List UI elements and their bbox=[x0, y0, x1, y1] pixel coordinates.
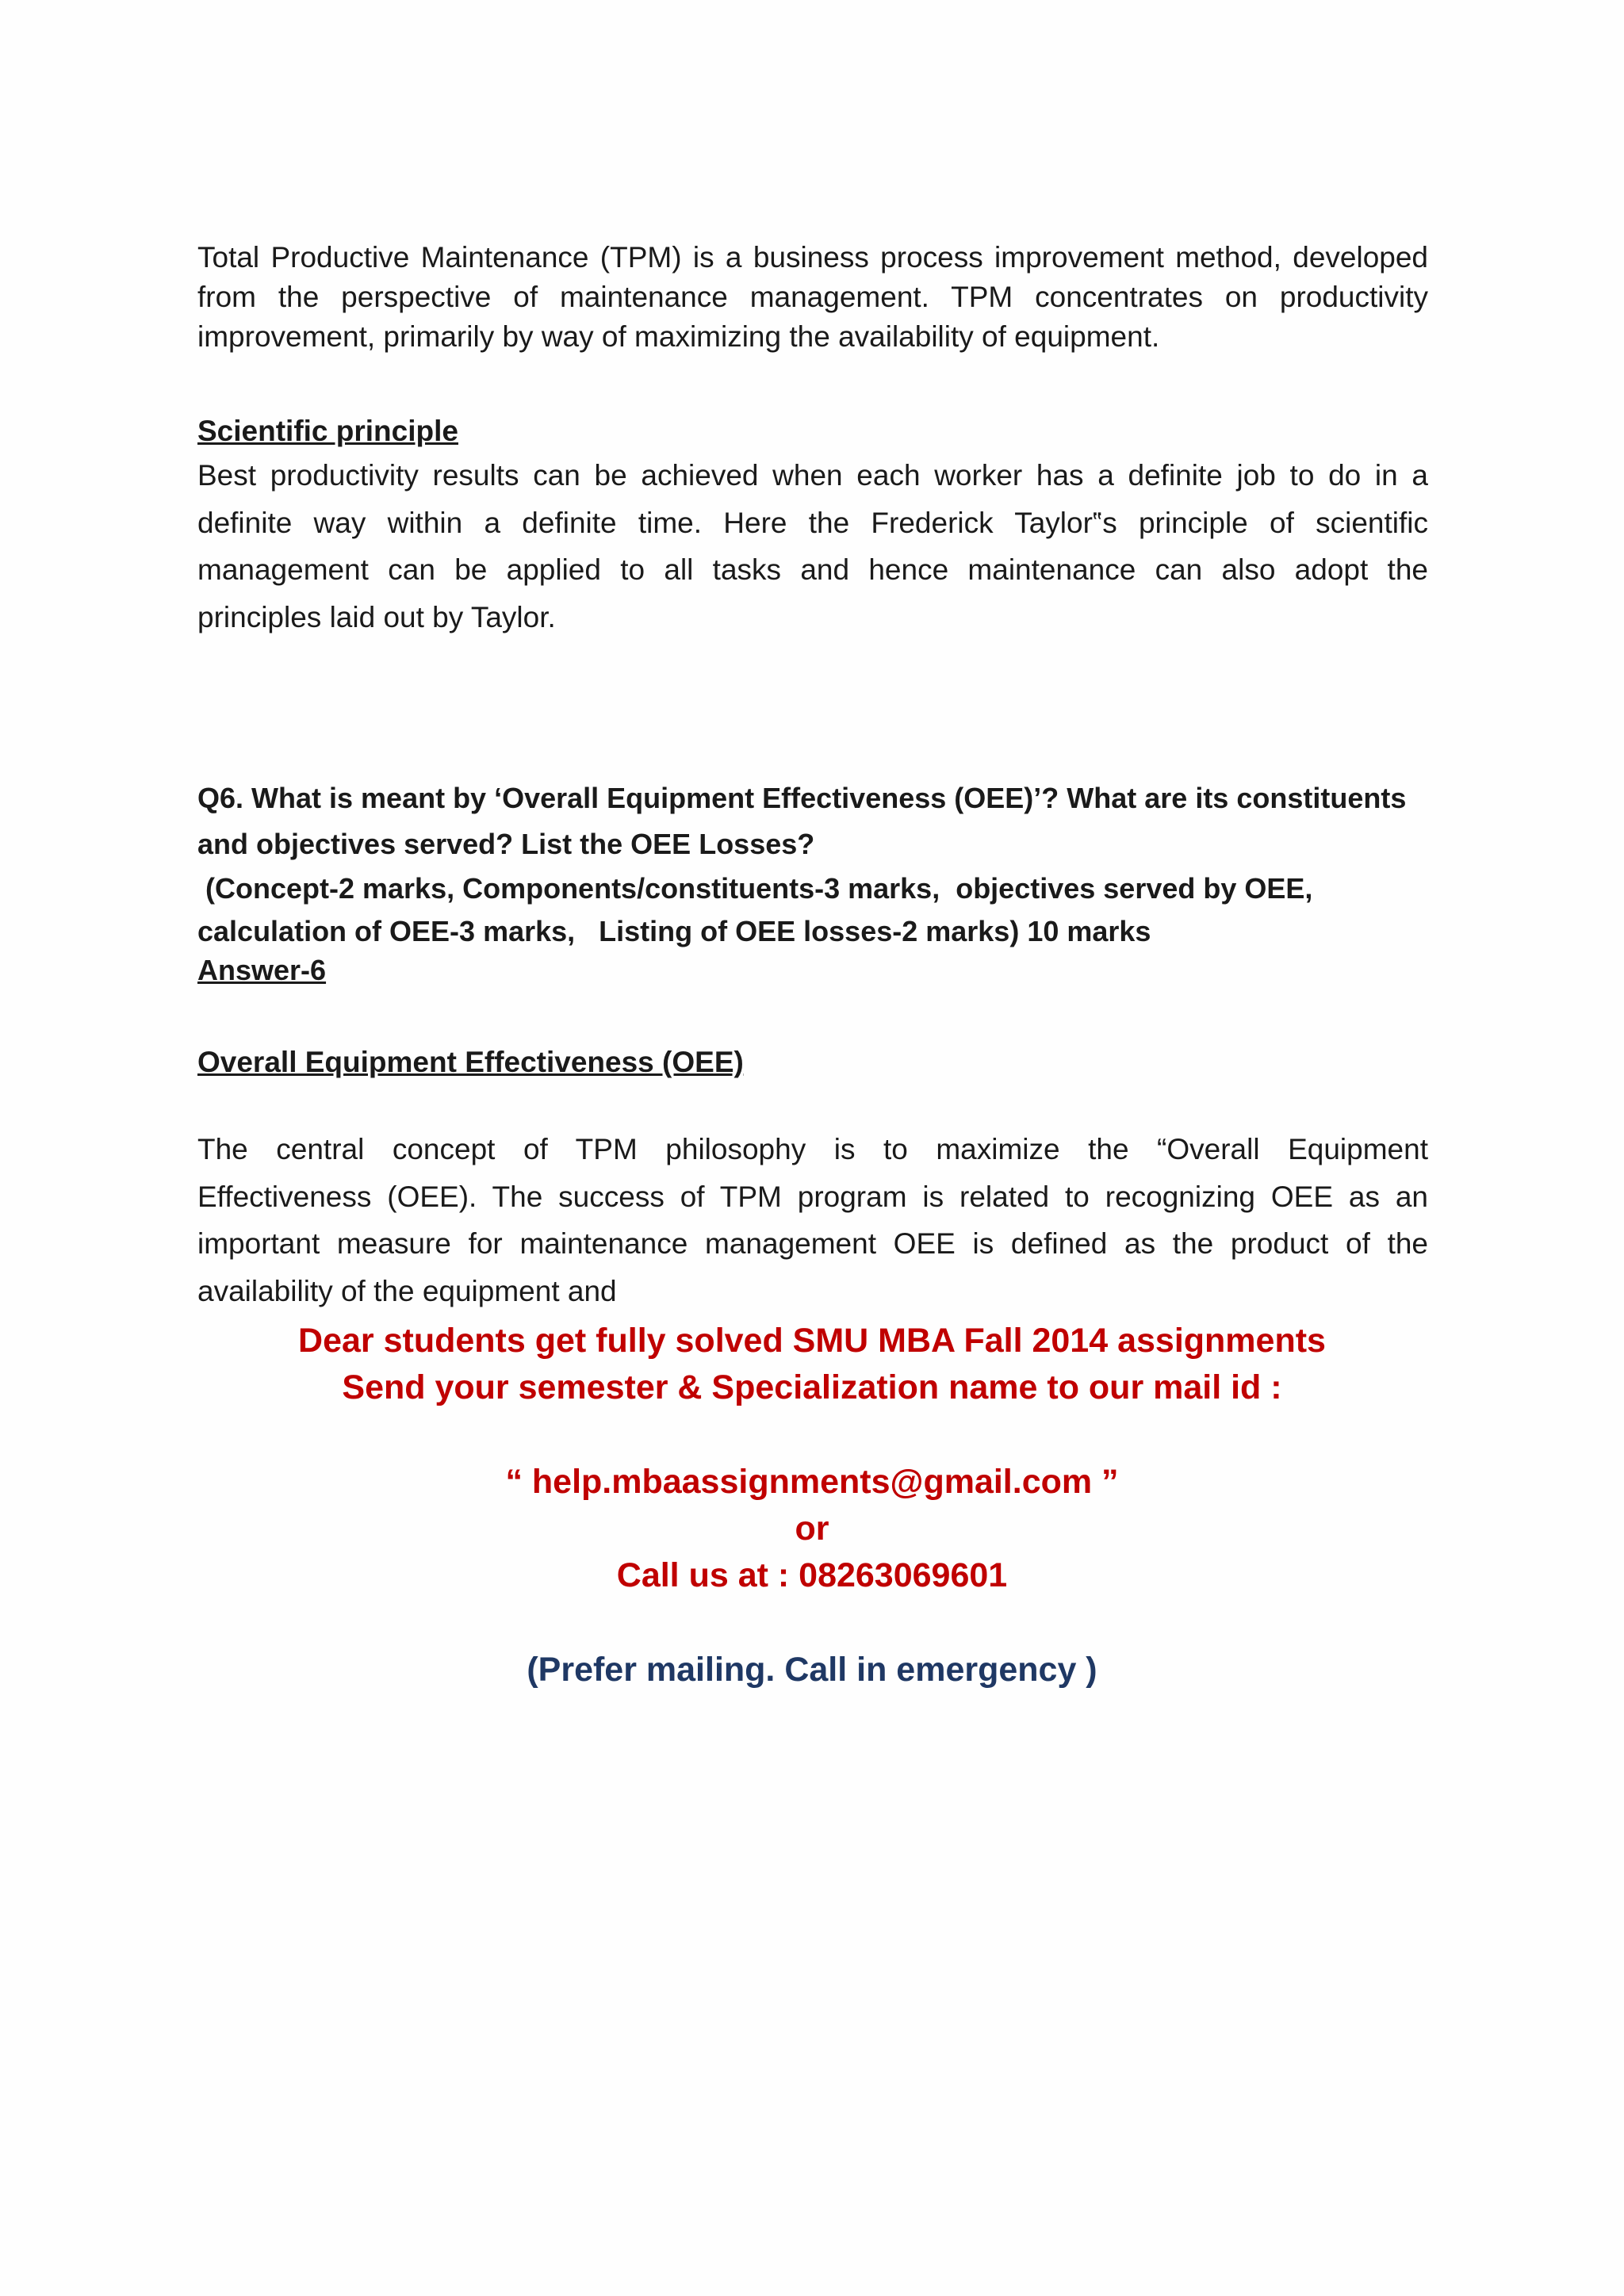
intro-line: Total Productive Maintenance (TPM) is a business process improvement method, developed bbox=[197, 241, 1428, 274]
promo-phone[interactable]: Call us at : 08263069601 bbox=[616, 1556, 1008, 1594]
scientific-line: Best productivity results can be achieved when each worker has a definite job to do in a bbox=[197, 459, 1428, 492]
scientific-line: management can be applied to all tasks and hence maintenance can also adopt the bbox=[197, 553, 1428, 586]
promo-email[interactable]: “ help.mbaassignments@gmail.com ” bbox=[505, 1463, 1119, 1501]
question-line: and objectives served? List the OEE Losses? bbox=[197, 828, 815, 860]
oee-line: The central concept of TPM philosophy is to maximize the “Overall Equipment bbox=[197, 1133, 1428, 1165]
question-section bbox=[197, 775, 1428, 988]
scientific-line: principles laid out by Taylor. bbox=[197, 600, 556, 633]
question-line: Q6. What is meant by ‘Overall Equipment Effectiveness (OEE)’? What are its constituents bbox=[197, 782, 1407, 814]
oee-paragraph bbox=[197, 1126, 1428, 1314]
promo-headline: Dear students get fully solved SMU MBA Fall 2014 assignments bbox=[298, 1322, 1326, 1360]
question-marks-note: calculation of OEE-3 marks, Listing of OEE losses-2 marks) 10 marks bbox=[197, 915, 1151, 947]
oee-heading: Overall Equipment Effectiveness (OEE) bbox=[197, 1046, 744, 1078]
intro-paragraph bbox=[197, 238, 1428, 357]
answer-label: Answer-6 bbox=[197, 954, 327, 986]
question-marks-note: (Concept-2 marks, Components/constituents-3 marks, objectives served by OEE, bbox=[197, 872, 1313, 905]
oee-line: Effectiveness (OEE). The success of TPM program is related to recognizing OEE as an bbox=[197, 1180, 1428, 1213]
scientific-line: definite way within a definite time. Here the Frederick Taylor‟s principle of scientific bbox=[197, 506, 1428, 539]
oee-line: availability of the equipment and bbox=[197, 1274, 617, 1307]
scientific-heading: Scientific principle bbox=[197, 415, 458, 447]
oee-line: important measure for maintenance management OEE is defined as the product of the bbox=[197, 1227, 1428, 1260]
scientific-section bbox=[197, 414, 1428, 641]
oee-section bbox=[197, 1045, 1428, 1314]
promo-or: or bbox=[795, 1510, 829, 1548]
scientific-paragraph bbox=[197, 452, 1428, 641]
intro-line: improvement, primarily by way of maximizing the availability of equipment. bbox=[197, 320, 1160, 353]
intro-line: from the perspective of maintenance management. TPM concentrates on productivity bbox=[197, 281, 1428, 313]
promo-instructions: Send your semester & Specialization name to our mail id : bbox=[342, 1368, 1282, 1406]
promo-note: (Prefer mailing. Call in emergency ) bbox=[527, 1651, 1097, 1689]
